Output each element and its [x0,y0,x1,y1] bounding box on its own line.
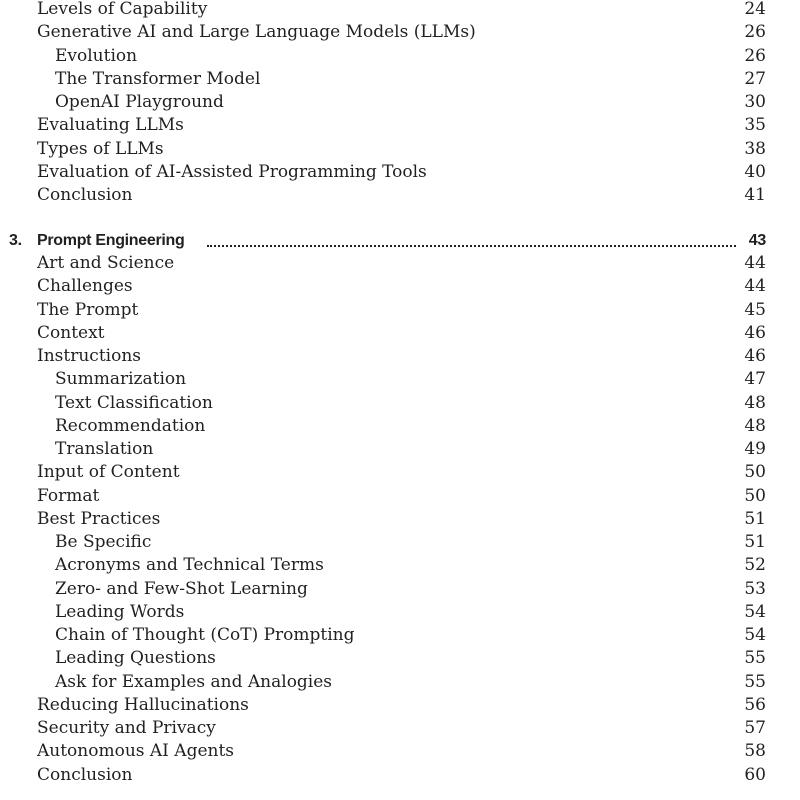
toc-entry-page-number: 52 [744,555,766,576]
toc-entry[interactable] [0,717,800,740]
chapter-number: 3. [9,232,22,249]
toc-entry[interactable] [0,485,800,508]
chapter-heading[interactable] [0,229,800,253]
toc-entry-title: Autonomous AI Agents [37,741,235,762]
toc-entry-title: The Prompt [37,299,139,320]
toc-entry-page-number: 24 [744,0,766,19]
toc-entry[interactable] [0,624,800,647]
toc-entry[interactable] [0,415,800,438]
toc-entry[interactable] [0,252,800,275]
toc-entry-page-number: 54 [744,601,766,622]
toc-entry-page-number: 26 [744,45,766,66]
toc-entry-title: Chain of Thought (CoT) Prompting [55,625,355,645]
toc-entry[interactable] [0,578,800,601]
toc-entry-title: Translation [55,439,154,459]
toc-entry[interactable] [0,68,800,91]
toc-entry[interactable] [0,21,800,44]
toc-entry-title: Recommendation [55,415,206,436]
toc-entry-title: Evaluating LLMs [37,115,184,136]
toc-entry[interactable] [0,508,800,531]
toc-entry-page-number: 51 [744,532,766,552]
toc-entry[interactable] [0,0,800,21]
toc-entry[interactable] [0,299,800,322]
toc-entry-page-number: 53 [744,578,766,599]
toc-entry[interactable] [0,554,800,577]
toc-entry-title: Leading Words [55,601,185,622]
toc-entry-title: Summarization [55,369,187,390]
toc-entry-page-number: 48 [744,415,766,436]
toc-entry-title: The Transformer Model [55,68,261,89]
toc-entry[interactable] [0,91,800,114]
toc-entry-page-number: 44 [744,276,766,297]
toc-entry-page-number: 60 [744,764,766,785]
toc-entry-page-number: 35 [744,115,766,136]
chapter-title: Prompt Engineering [37,232,185,249]
toc-entry-page-number: 26 [744,22,766,43]
toc-entry-page-number: 50 [744,462,766,483]
toc-entry-title: Instructions [37,346,141,366]
toc-entry-title: Context [37,322,105,343]
toc-entry-page-number: 41 [744,185,766,205]
toc-entry[interactable] [0,45,800,68]
toc-entry-title: Text Classification [55,392,213,413]
toc-entry-page-number: 47 [744,369,766,390]
toc-entry[interactable] [0,184,800,207]
toc-entry[interactable] [0,671,800,694]
toc-entry[interactable] [0,275,800,298]
toc-entry-page-number: 30 [744,92,766,112]
toc-entry[interactable] [0,345,800,368]
toc-entry[interactable] [0,161,800,184]
toc-entry-page-number: 50 [744,485,766,506]
toc-entry[interactable] [0,461,800,484]
toc-entry-title: Generative AI and Large Language Models (LLMs) [37,22,476,43]
toc-entry-title: Security and Privacy [37,718,216,738]
toc-entry-page-number: 40 [744,161,766,182]
toc-entry-title: Be Specific [55,532,152,552]
toc-entry-page-number: 56 [744,694,766,715]
toc-entry[interactable] [0,138,800,161]
toc-entry-title: Acronyms and Technical Terms [55,555,324,576]
toc-entry-page-number: 44 [744,253,766,273]
toc-entry-title: Leading Questions [55,648,216,669]
toc-entry[interactable] [0,764,800,787]
toc-entry-title: OpenAI Playground [55,92,224,112]
toc-entry-title: Best Practices [37,508,161,529]
toc-entry[interactable] [0,531,800,554]
toc-entry-title: Conclusion [37,185,133,205]
toc-entry-page-number: 45 [744,299,766,320]
toc-entry-title: Challenges [37,276,133,297]
toc-entry[interactable] [0,601,800,624]
toc-entry-page-number: 38 [744,138,766,159]
toc-entry-page-number: 55 [744,671,766,692]
toc-entry-page-number: 46 [744,322,766,343]
toc-entry-page-number: 48 [744,392,766,413]
toc-entry-title: Format [37,485,100,506]
toc-entry-page-number: 54 [744,625,766,645]
toc-entry-page-number: 46 [744,346,766,366]
toc-entry-page-number: 58 [744,741,766,762]
toc-entry-page-number: 27 [744,68,766,89]
toc-entry-title: Zero- and Few-Shot Learning [55,578,308,599]
dot-leader [207,245,736,247]
toc-entry-page-number: 51 [744,508,766,529]
toc-entry[interactable] [0,438,800,461]
toc-entry-title: Ask for Examples and Analogies [55,671,333,692]
chapter-page-number: 43 [748,232,766,249]
toc-entry-page-number: 57 [744,718,766,738]
toc-entry-title: Types of LLMs [37,138,164,159]
toc-entry-page-number: 55 [744,648,766,669]
toc-entry[interactable] [0,368,800,391]
toc-entry-title: Conclusion [37,764,133,785]
toc-entry[interactable] [0,740,800,763]
toc-entry[interactable] [0,392,800,415]
toc-entry-title: Levels of Capability [37,0,208,19]
toc-entry-title: Art and Science [37,253,175,273]
toc-entry-title: Reducing Hallucinations [37,694,249,715]
toc-entry[interactable] [0,114,800,137]
toc-entry[interactable] [0,647,800,670]
toc-entry-title: Input of Content [37,462,180,483]
toc-entry-title: Evolution [55,45,138,66]
toc-entry[interactable] [0,694,800,717]
toc-entry[interactable] [0,322,800,345]
toc-entry-title: Evaluation of AI-Assisted Programming Tools [37,161,427,182]
toc-entry-page-number: 49 [744,439,766,459]
